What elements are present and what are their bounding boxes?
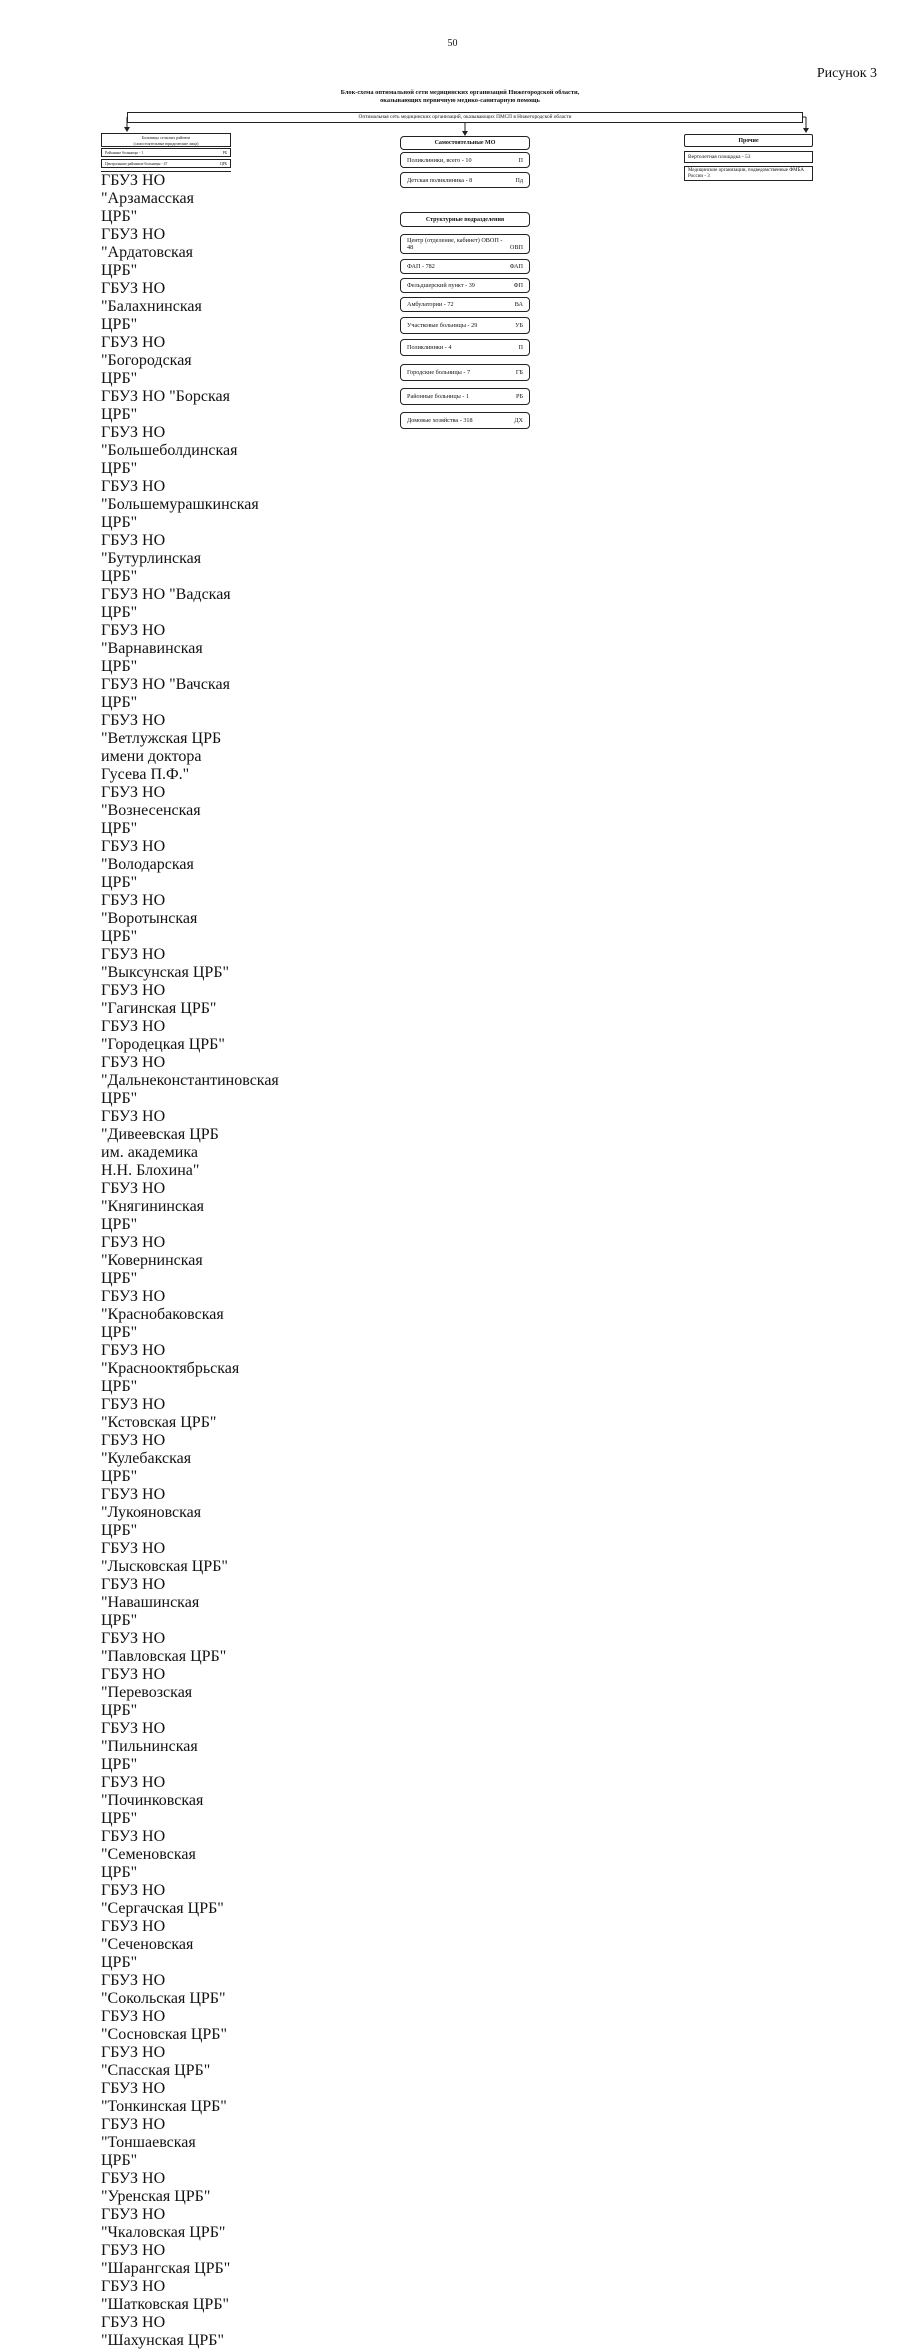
polyclinics-row [400, 152, 530, 168]
crb-list-item: ГБУЗ НО "Краснооктябрьская ЦРБ" [101, 1342, 240, 1395]
crb-list-item: ГБУЗ НО "Ветлужская ЦРБ имени доктора Гусева П.Ф." [101, 712, 222, 783]
crb-list-item: ГБУЗ НО "Чкаловская ЦРБ" [101, 2206, 226, 2241]
title-line-2: оказывающих первичную медико-санитарную помощь [380, 97, 540, 104]
structural-unit-label: Районные больницы - 1 [407, 393, 470, 400]
structural-unit-row [400, 412, 530, 429]
polyclinics-label: Поликлиники, всего - 10 [407, 156, 472, 164]
crb-list-item: ГБУЗ НО "Перевозская ЦРБ" [101, 1666, 193, 1719]
crb-list-item: ГБУЗ НО "Ардатовская ЦРБ" [101, 226, 194, 279]
page-number: 50 [447, 38, 458, 49]
left-row-crb-label: Центральные районные больницы - 47 [105, 161, 168, 166]
structural-unit-label: Центр (отделение, кабинет) ОВОП - 48 [407, 237, 503, 251]
structural-unit-row [400, 234, 530, 254]
crb-list-item: ГБУЗ НО "Вачская ЦРБ" [101, 676, 230, 711]
fmba-row: Медицинские организации, подведомственные ФМБА России - 3 [684, 166, 813, 181]
crb-list-item: ГБУЗ НО "Большемурашкинская ЦРБ" [101, 478, 259, 531]
structural-unit-row [400, 364, 530, 381]
crb-list-item: ГБУЗ НО "Навашинская ЦРБ" [101, 1576, 200, 1629]
crb-list-item: ГБУЗ НО "Дивеевская ЦРБ им. академика Н.Н. Блохина" [101, 1108, 219, 1179]
structural-unit-code: ВА [514, 301, 523, 308]
children-polyclinic-row [400, 172, 530, 188]
children-polyclinic-code: Пд [515, 176, 523, 184]
crb-list-item: ГБУЗ НО "Володарская ЦРБ" [101, 838, 194, 891]
left-header-line-2: (самостоятельные юридические лица) [133, 140, 199, 146]
crb-list-item: ГБУЗ НО "Кстовская ЦРБ" [101, 1396, 217, 1431]
crb-list-item: ГБУЗ НО "Пильнинская ЦРБ" [101, 1720, 198, 1773]
crb-list-item: ГБУЗ НО "Вадская ЦРБ" [101, 586, 231, 621]
crb-list-item: ГБУЗ НО "Лысковская ЦРБ" [101, 1540, 228, 1575]
structural-unit-row [400, 259, 530, 274]
polyclinics-code: П [518, 156, 523, 164]
crb-list-item: ГБУЗ НО "Кулебакская ЦРБ" [101, 1432, 192, 1485]
structural-unit-label: ФАП - 782 [407, 263, 435, 270]
independent-mo-header: Самостоятельные МО [400, 136, 530, 150]
structural-unit-label: Городские больницы - 7 [407, 369, 471, 376]
left-row-crb-code: ЦРБ [219, 161, 227, 166]
crb-list-item: ГБУЗ НО "Борская ЦРБ" [101, 388, 230, 423]
crb-list-item: ГБУЗ НО "Сергачская ЦРБ" [101, 1882, 224, 1917]
crb-list-item: ГБУЗ НО "Арзамасская ЦРБ" [101, 172, 195, 225]
crb-list-item: ГБУЗ НО "Шатковская ЦРБ" [101, 2278, 230, 2313]
crb-list-item: ГБУЗ НО "Бутурлинская ЦРБ" [101, 532, 202, 585]
crb-list-item: ГБУЗ НО "Павловская ЦРБ" [101, 1630, 227, 1665]
structural-unit-code: ФАП [509, 263, 523, 270]
crb-list-item: ГБУЗ НО "Балахнинская ЦРБ" [101, 280, 202, 333]
crb-list-item: ГБУЗ НО "Уренская ЦРБ" [101, 2170, 211, 2205]
figure-label: Рисунок 3 [816, 66, 877, 81]
crb-list-item: ГБУЗ НО "Тоншаевская ЦРБ" [101, 2116, 196, 2169]
crb-list-item: ГБУЗ НО "Краснобаковская ЦРБ" [101, 1288, 224, 1341]
top-box: Оптимальная сеть медицинских организаций, оказывающих ПМСП в Нижегородской области [127, 112, 803, 123]
structural-unit-row [400, 297, 530, 312]
structural-unit-code: П [518, 344, 523, 351]
children-polyclinic-label: Детская поликлиника - 8 [407, 176, 473, 184]
crb-list-item: ГБУЗ НО "Сеченовская ЦРБ" [101, 1918, 194, 1971]
structural-unit-row [400, 317, 530, 334]
left-row-rb [101, 148, 231, 157]
structural-unit-row [400, 388, 530, 405]
title-line-1: Блок-схема оптимальной сети медицинских организаций Нижегородской области, [340, 89, 580, 96]
structural-units-header: Структурные подразделения [400, 212, 530, 227]
structural-unit-label: Фельдшерский пункт - 39 [407, 282, 475, 289]
structural-unit-label: Поликлиники - 4 [407, 344, 452, 351]
diagram-title [260, 89, 660, 105]
structural-unit-row [400, 278, 530, 293]
left-row-crb [101, 159, 231, 168]
structural-unit-code: ДХ [514, 417, 523, 424]
crb-list-item: ГБУЗ НО "Дальнеконстантиновская ЦРБ" [101, 1054, 279, 1107]
crb-list-item: ГБУЗ НО "Ковернинская ЦРБ" [101, 1234, 203, 1287]
crb-list-item: ГБУЗ НО "Гагинская ЦРБ" [101, 982, 217, 1017]
crb-list-item: ГБУЗ НО "Починковская ЦРБ" [101, 1774, 204, 1827]
structural-unit-row [400, 339, 530, 356]
crb-list-item: ГБУЗ НО "Шахунская ЦРБ" [101, 2314, 224, 2349]
left-row-rb-code: РБ [222, 150, 227, 155]
structural-unit-label: Домовые хозяйства - 318 [407, 417, 473, 424]
crb-list-item: ГБУЗ НО "Большеболдинская ЦРБ" [101, 424, 238, 477]
crb-list-item: ГБУЗ НО "Семеновская ЦРБ" [101, 1828, 196, 1881]
crb-list-item: ГБУЗ НО "Шарангская ЦРБ" [101, 2242, 231, 2277]
crb-list-item: ГБУЗ НО "Лукояновская ЦРБ" [101, 1486, 202, 1539]
crb-list-item: ГБУЗ НО "Спасская ЦРБ" [101, 2044, 211, 2079]
other-header: Прочие [684, 134, 813, 147]
crb-list-item: ГБУЗ НО "Сокольская ЦРБ" [101, 1972, 226, 2007]
structural-unit-code: УБ [515, 322, 523, 329]
structural-unit-code: ОВП [509, 244, 523, 251]
structural-unit-code: ФП [513, 282, 523, 289]
helipad-row: Вертолетная площадка - 53 [684, 151, 813, 163]
crb-list-item: ГБУЗ НО "Городецкая ЦРБ" [101, 1018, 225, 1053]
left-row-rb-label: Районные больницы - 1 [105, 150, 144, 155]
crb-list-item: ГБУЗ НО "Варнавинская ЦРБ" [101, 622, 203, 675]
left-header-box [101, 133, 231, 147]
crb-list-item: ГБУЗ НО "Сосновская ЦРБ" [101, 2008, 227, 2043]
structural-unit-label: Участковые больницы - 29 [407, 322, 478, 329]
crb-list-item: ГБУЗ НО "Тонкинская ЦРБ" [101, 2080, 227, 2115]
crb-list-item: ГБУЗ НО "Вознесенская ЦРБ" [101, 784, 201, 837]
crb-list-item: ГБУЗ НО "Княгининская ЦРБ" [101, 1180, 205, 1233]
structural-unit-label: Амбулатории - 72 [407, 301, 454, 308]
crb-list-item: ГБУЗ НО "Богородская ЦРБ" [101, 334, 192, 387]
crb-list-item: ГБУЗ НО "Воротынская ЦРБ" [101, 892, 198, 945]
structural-unit-code: ГБ [515, 369, 523, 376]
left-header-line-1: Больницы сельских районов [141, 135, 191, 140]
crb-list [101, 171, 279, 2350]
structural-unit-code: РБ [516, 393, 523, 400]
crb-list-item: ГБУЗ НО "Выксунская ЦРБ" [101, 946, 230, 981]
